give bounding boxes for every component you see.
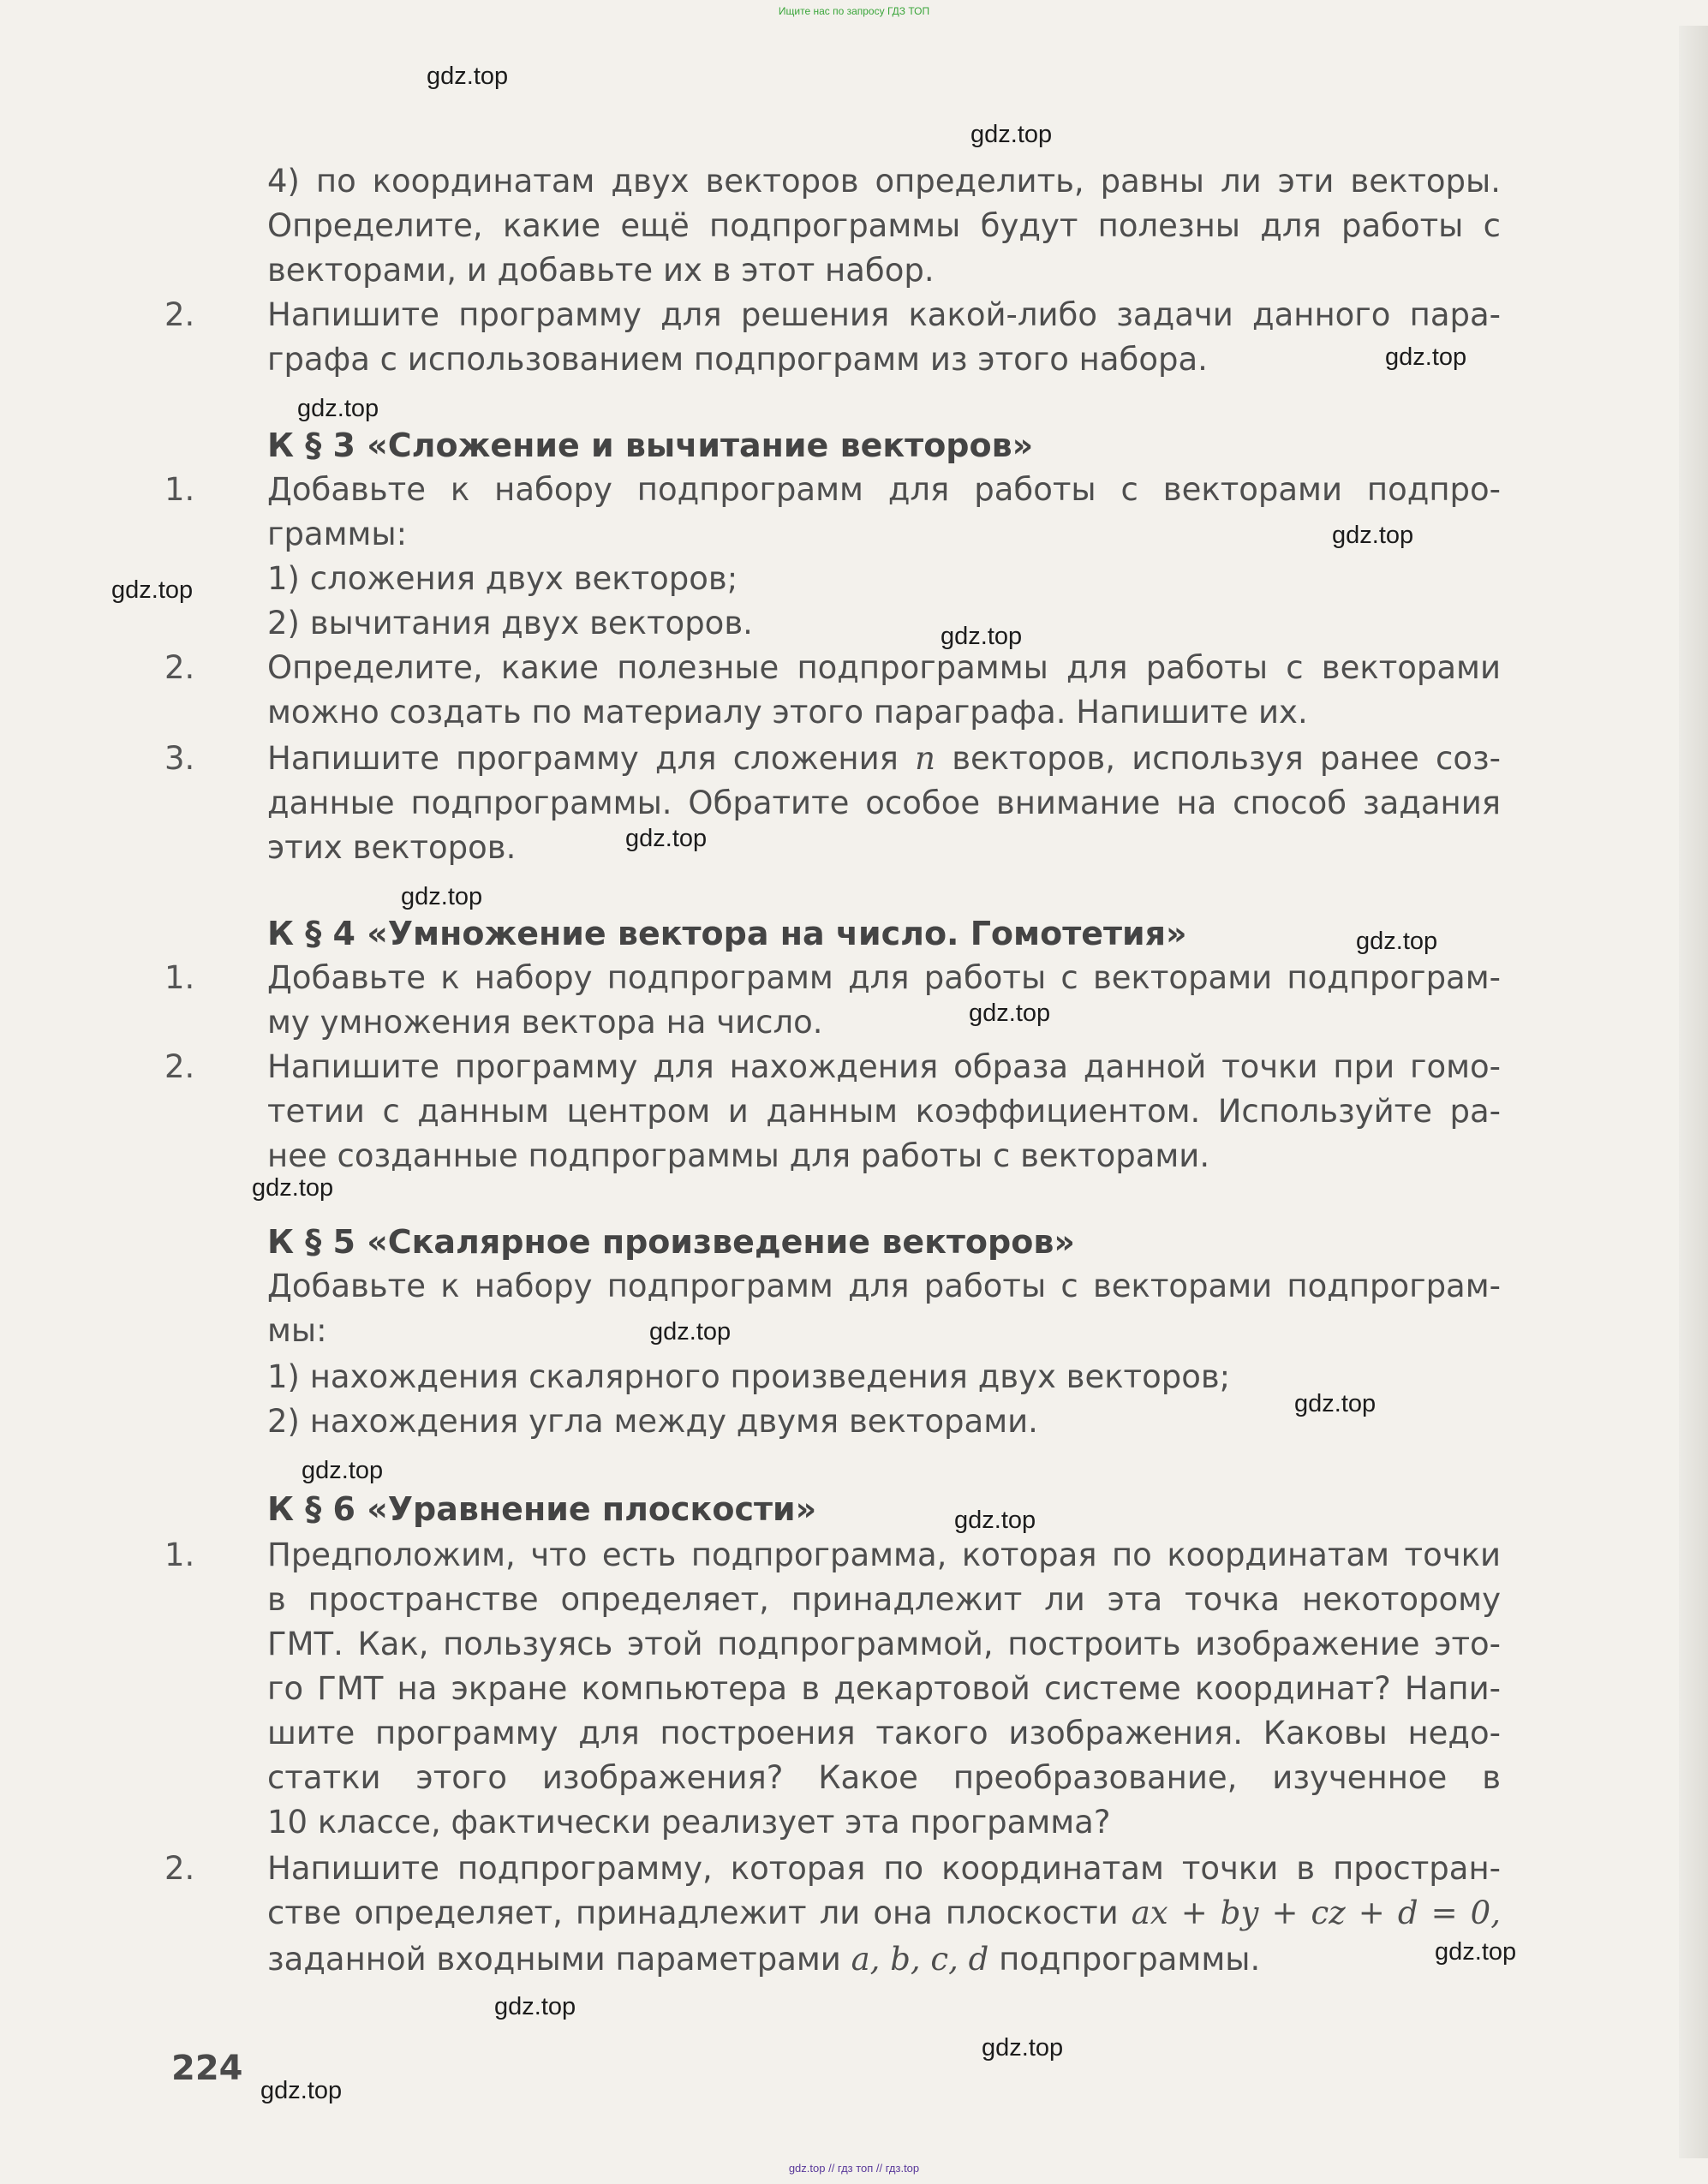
section6-heading: К § 6 «Уравнение плоскости» <box>267 1490 817 1528</box>
intro-line-1: 4) по координатам двух векторов определить, равны ли эти векторы. <box>267 163 1501 200</box>
watermark: gdz.top <box>625 825 708 852</box>
section5-line-4: 2) нахождения угла между двумя векторами. <box>267 1403 1038 1440</box>
watermark: gdz.top <box>252 1174 334 1202</box>
section5-heading: К § 5 «Скалярное произведение векторов» <box>267 1223 1075 1261</box>
section4-task2-line-2: тетии с данным центром и данным коэффициентом. Используйте ра- <box>267 1093 1501 1130</box>
section6-task2-text-c: подпрограммы. <box>988 1941 1261 1978</box>
section6-task2-text: стве определяет, принадлежит ли она плоскости <box>267 1895 1132 1931</box>
watermark: gdz.top <box>970 121 1053 148</box>
watermark: gdz.top <box>1385 343 1467 371</box>
section6-task2-number: 2. <box>164 1850 195 1887</box>
watermark: gdz.top <box>941 623 1023 650</box>
plane-equation: ax + by + cz + d = 0, <box>1131 1895 1501 1931</box>
section6-task2-line-1: Напишите подпрограмму, которая по координатам точки в простран- <box>267 1850 1501 1887</box>
intro-task2-line-2: графа с использованием подпрограмм из этого набора. <box>267 341 1208 378</box>
top-banner[interactable]: Ищите нас по запросу ГДЗ ТОП <box>778 5 930 17</box>
section6-task1-line-5: шите программу для построения такого изображения. Каковы недо- <box>267 1715 1501 1751</box>
watermark: gdz.top <box>1356 928 1438 955</box>
section6-task1-line-1: Предположим, что есть подпрограмма, которая по координатам точки <box>267 1537 1501 1573</box>
watermark: gdz.top <box>954 1507 1036 1534</box>
intro-line-3: векторами, и добавьте их в этот набор. <box>267 252 935 289</box>
section3-task3-number: 3. <box>164 740 195 777</box>
intro-line-2: Определите, какие ещё подпрограммы будут полезны для работы с <box>267 207 1501 244</box>
section5-line-1: Добавьте к набору подпрограмм для работы с векторами подпрограм- <box>267 1268 1501 1304</box>
section5-line-3: 1) нахождения скалярного произведения двух векторов; <box>267 1358 1231 1395</box>
watermark: gdz.top <box>297 395 379 422</box>
watermark: gdz.top <box>494 1993 576 2020</box>
section6-task1-line-3: ГМТ. Как, пользуясь этой подпрограммой, построить изображение это- <box>267 1626 1501 1662</box>
section3-task3-line-1 <box>267 737 1501 781</box>
section6-task2-line-2 <box>267 1891 1501 1936</box>
section4-task1-number: 1. <box>164 959 195 996</box>
section4-task2-line-1: Напишите программу для нахождения образа данной точки при гомо- <box>267 1048 1501 1085</box>
section6-task2-text-b: заданной входными параметрами <box>267 1941 851 1978</box>
section3-task1-line-1: Добавьте к набору подпрограмм для работы с векторами подпро- <box>267 471 1501 508</box>
section3-task3-text-b: векторов, используя ранее соз- <box>935 740 1502 777</box>
parameters-list: a, b, c, d <box>851 1941 989 1978</box>
page-number: 224 <box>171 2049 243 2088</box>
watermark: gdz.top <box>1294 1390 1377 1417</box>
watermark: gdz.top <box>401 883 483 910</box>
bottom-banner[interactable]: gdz.top // гдз топ // гдз.top <box>788 2162 920 2175</box>
variable-n: n <box>915 740 935 777</box>
section3-heading: К § 3 «Сложение и вычитание векторов» <box>267 427 1034 464</box>
watermark: gdz.top <box>982 2034 1064 2062</box>
section4-heading: К § 4 «Умножение вектора на число. Гомотетия» <box>267 915 1187 952</box>
section4-task1-line-2: му умножения вектора на число. <box>267 1004 823 1041</box>
page-edge-shadow <box>1679 26 1708 2158</box>
intro-task2-line-1: Напишите программу для решения какой-либо задачи данного пара- <box>267 296 1501 333</box>
watermark: gdz.top <box>302 1457 384 1484</box>
section6-task1-number: 1. <box>164 1537 195 1573</box>
section3-task1-line-2: граммы: <box>267 516 408 552</box>
section6-task1-line-2: в пространстве определяет, принадлежит ли эта точка некоторому <box>267 1581 1501 1618</box>
section6-task1-line-7: 10 классе, фактически реализует эта программа? <box>267 1804 1111 1841</box>
section4-task1-line-1: Добавьте к набору подпрограмм для работы с векторами подпрограм- <box>267 959 1501 996</box>
section3-task2-line-2: можно создать по материалу этого параграфа. Напишите их. <box>267 694 1308 731</box>
section4-task2-line-3: нее созданные подпрограммы для работы с векторами. <box>267 1137 1210 1174</box>
section3-task2-number: 2. <box>164 649 195 686</box>
section3-task1-line-4: 2) вычитания двух векторов. <box>267 605 753 641</box>
section3-task3-text-a: Напишите программу для сложения <box>267 740 916 777</box>
watermark: gdz.top <box>260 2077 343 2104</box>
watermark: gdz.top <box>649 1318 732 1346</box>
section3-task1-line-3: 1) сложения двух векторов; <box>267 560 738 597</box>
section3-task1-number: 1. <box>164 471 195 508</box>
section3-task2-line-1: Определите, какие полезные подпрограммы для работы с векторами <box>267 649 1501 686</box>
section4-task2-number: 2. <box>164 1048 195 1085</box>
section6-task2-line-3 <box>267 1937 1501 1982</box>
section6-task1-line-4: го ГМТ на экране компьютера в декартовой системе координат? Напи- <box>267 1670 1501 1707</box>
watermark: gdz.top <box>1332 522 1414 549</box>
section3-task3-line-3: этих векторов. <box>267 829 517 866</box>
watermark: gdz.top <box>1435 1938 1517 1966</box>
watermark: gdz.top <box>111 576 194 604</box>
watermark: gdz.top <box>969 1000 1051 1027</box>
section3-task3-line-2: данные подпрограммы. Обратите особое внимание на способ задания <box>267 785 1501 821</box>
section6-task1-line-6: статки этого изображения? Какое преобразование, изученное в <box>267 1759 1501 1796</box>
watermark: gdz.top <box>427 63 509 90</box>
section5-line-2: мы: <box>267 1312 327 1349</box>
intro-task2-number: 2. <box>164 296 195 333</box>
